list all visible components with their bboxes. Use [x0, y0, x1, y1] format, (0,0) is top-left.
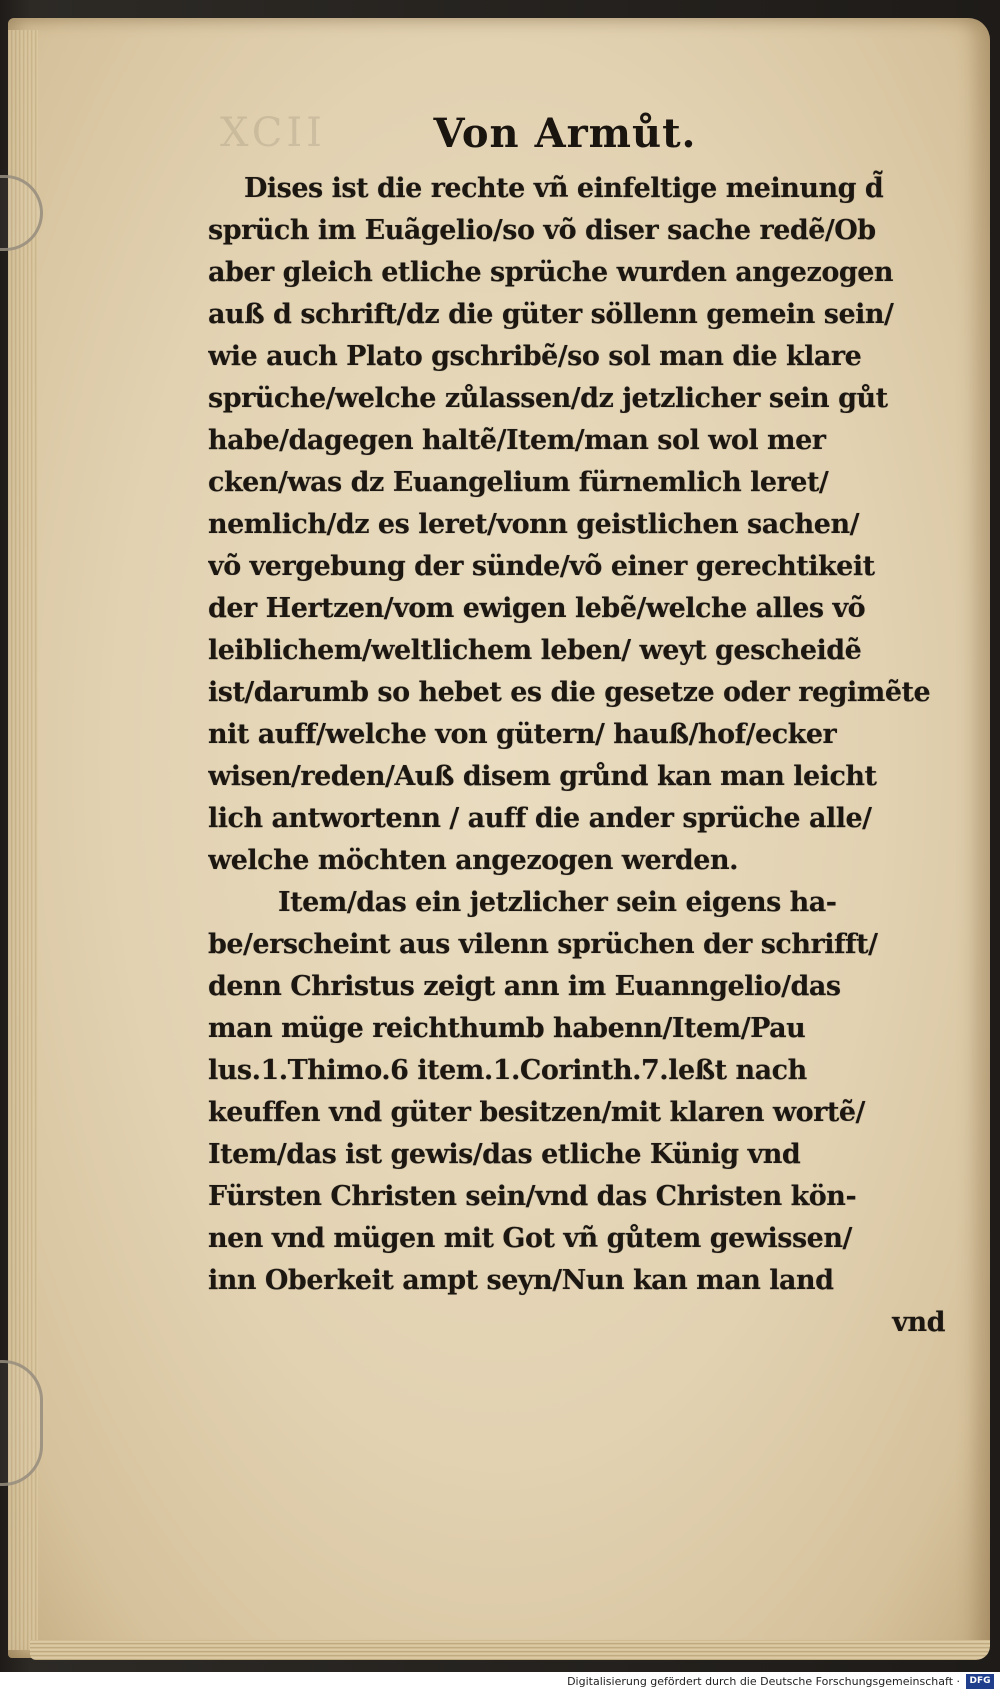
dfg-logo: DFG: [966, 1674, 994, 1689]
body-text: [208, 168, 953, 1344]
text-line: nemlich/dz es leret/vonn geistlichen sachen/: [208, 509, 859, 540]
text-line: inn Oberkeit ampt seyn/Nun kan man land: [208, 1265, 834, 1296]
text-line: wie auch Plato gschribẽ/so sol man die klare: [208, 341, 862, 372]
text-line: auß d schrift/dz die güter söllenn gemein sein/: [208, 299, 894, 330]
text-line: nit auff/welche von gütern/ hauß/hof/ecker: [208, 719, 837, 750]
funding-credit: Digitalisierung gefördert durch die Deutsche Forschungsgemeinschaft ·: [567, 1675, 960, 1688]
text-line: habe/dagegen haltẽ/Item/man sol wol mer: [208, 425, 826, 456]
text-line: wisen/reden/Auß disem grůnd kan man leicht: [208, 761, 877, 792]
text-line: leiblichem/weltlichem leben/ weyt gescheidẽ: [208, 635, 862, 666]
text-line: denn Christus zeigt ann im Euanngelio/das: [208, 971, 841, 1002]
text-line: Item/das ist gewis/das etliche Künig vnd: [208, 1139, 801, 1170]
text-line: lich antwortenn / auff die ander sprüche alle/: [208, 803, 872, 834]
page-edges-bottom: [30, 1640, 990, 1660]
text-line: be/erscheint aus vilenn sprüchen der schrifft/: [208, 929, 878, 960]
catchword: vnd: [892, 1307, 945, 1338]
text-line: võ vergebung der sünde/võ einer gerechtikeit: [208, 551, 875, 582]
text-line: cken/was dz Euangelium fürnemlich leret/: [208, 467, 829, 498]
text-line: nen vnd mügen mit Got vñ gůtem gewissen/: [208, 1223, 852, 1254]
page-clip-bottom: [0, 1360, 43, 1486]
text-line: welche möchten angezogen werden.: [208, 845, 738, 876]
text-line: man müge reichthumb habenn/Item/Pau: [208, 1013, 806, 1044]
text-line: keuffen vnd güter besitzen/mit klaren wortẽ/: [208, 1097, 865, 1128]
footer-bar: [0, 1672, 1000, 1693]
page-title: Von Armůt.: [433, 110, 697, 157]
text-line: aber gleich etliche sprüche wurden angezogen: [208, 257, 894, 288]
text-line: sprüch im Euãgelio/so võ diser sache redẽ/Ob: [208, 215, 876, 246]
text-line: sprüche/welche zůlassen/dz jetzlicher sein gůt: [208, 383, 888, 414]
text-line: Fürsten Christen sein/vnd das Christen kön-: [208, 1181, 857, 1212]
folio-number-bleedthrough: XCII: [220, 110, 326, 156]
text-line: Item/das ein jetzlicher sein eigens ha-: [278, 887, 837, 918]
text-line: der Hertzen/vom ewigen lebẽ/welche alles võ: [208, 593, 866, 624]
text-line: ist/darumb so hebet es die gesetze oder regimẽte: [208, 677, 931, 708]
text-line: Dises ist die rechte vñ einfeltige meinung d̃: [244, 173, 884, 204]
text-line: lus.1.Thimo.6 item.1.Corinth.7.leßt nach: [208, 1055, 807, 1086]
